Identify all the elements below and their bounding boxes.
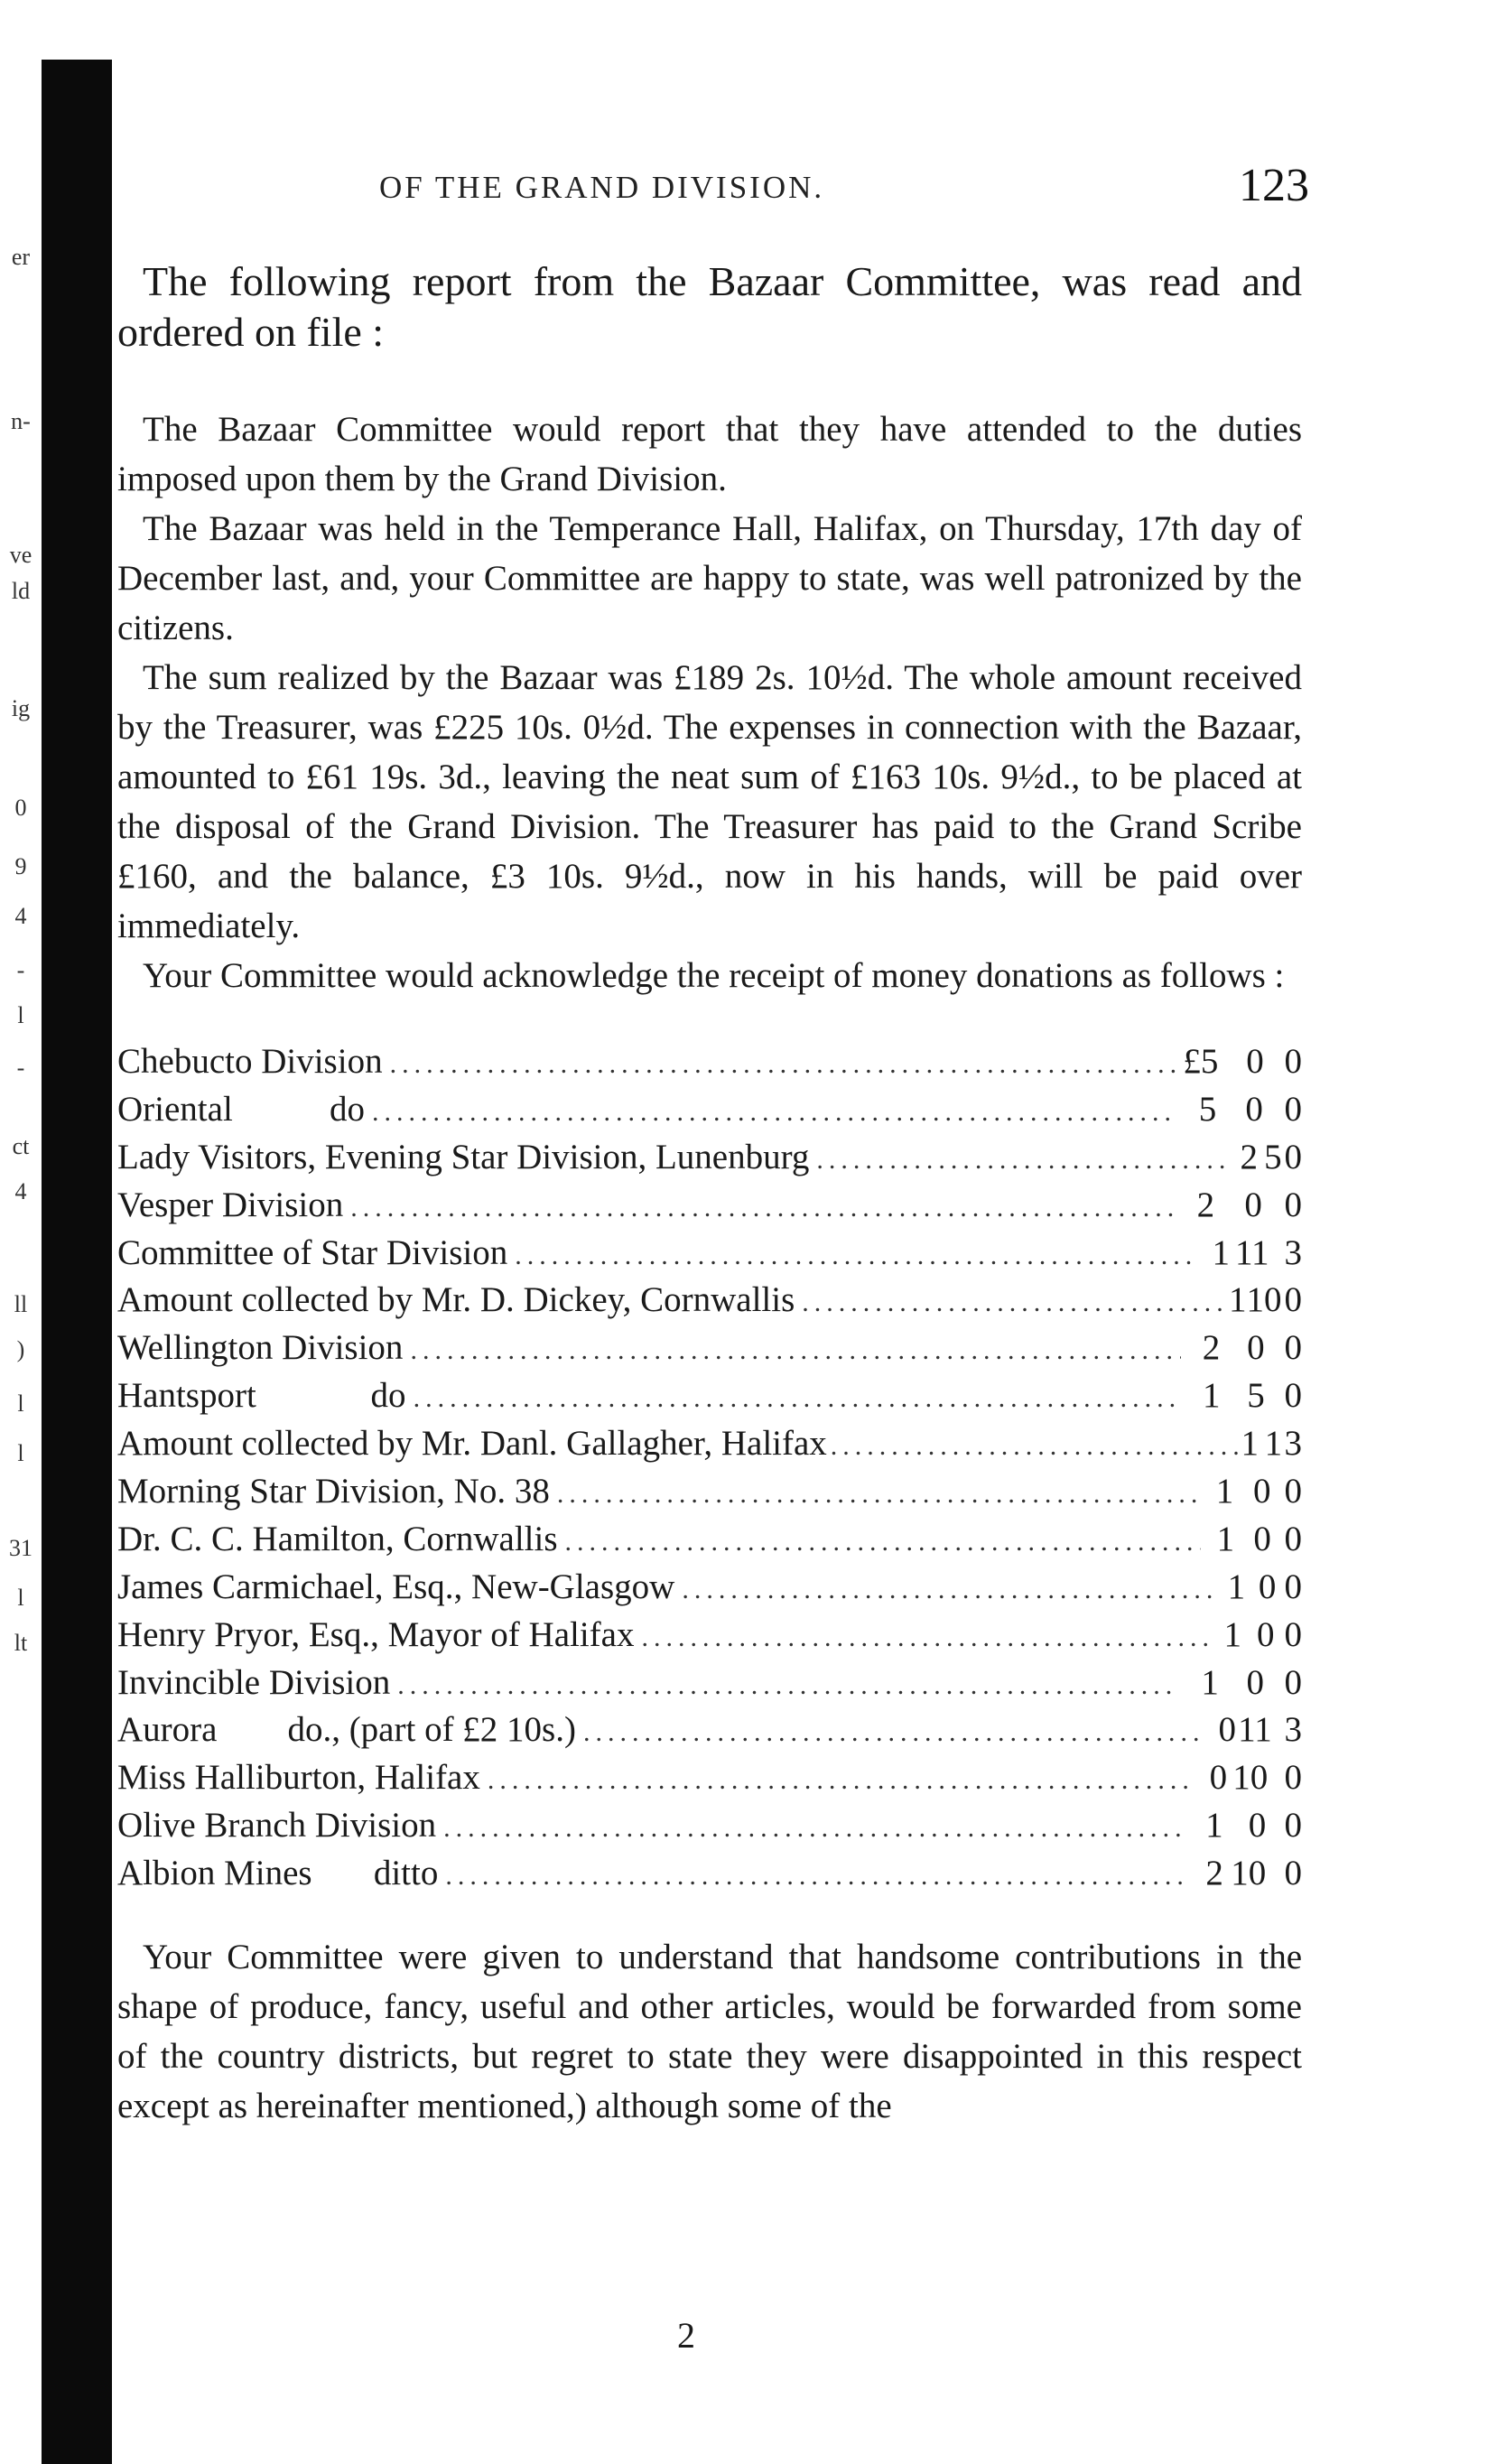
signature-mark: 2 [677,2315,695,2356]
amount-pence: 0 [1284,1280,1302,1320]
amount-pounds: 5 [1198,1089,1217,1129]
donor-name: Hantsport do [117,1376,406,1416]
gutter-fragment: - [16,1055,25,1081]
dot-leader [583,1709,1203,1757]
gutter-fragment: ig [11,695,31,721]
dot-leader [515,1232,1194,1280]
donor-name: Dr. C. C. Hamilton, Cornwallis [117,1519,558,1558]
gutter-fragment: 4 [14,1178,27,1204]
amount-pounds: 1 [1241,1424,1260,1464]
donor-name: Albion Mines ditto [117,1854,439,1893]
gutter-fragment: l [17,1585,24,1611]
amount-pence: 0 [1284,1567,1302,1606]
amount-pounds: 1 [1216,1519,1235,1558]
amount-pence: 3 [1284,1232,1302,1272]
amount-shillings: 11 [1238,1710,1272,1750]
gutter-fragment: 31 [9,1535,33,1561]
amount-pounds: 1 [1228,1280,1247,1320]
dot-leader [641,1614,1210,1662]
gutter-fragment: ) [16,1336,25,1362]
donation-row [117,1516,1302,1564]
binding-gutter [0,0,107,2464]
gutter-fragment: ld [11,578,31,604]
amount-shillings: 0 [1247,1328,1265,1368]
donation-row [117,1754,1302,1802]
report-paragraph: The Bazaar was held in the Temperance Hall, Halifax, on Thursday, 17th day of December last, and, your Committee are happy to state, was well patronized by the citizens. [117,509,1302,647]
donor-name: Chebucto Division [117,1042,383,1081]
amount-pounds: 0 [1218,1710,1236,1750]
donation-row [117,1372,1302,1420]
donor-name: Amount collected by Mr. D. Dickey, Cornwallis [117,1280,795,1320]
donation-row [117,1802,1302,1850]
page-body [117,256,1302,2131]
donation-row [117,1706,1302,1754]
amount-pence: 0 [1284,1376,1302,1416]
donation-row [117,1230,1302,1278]
donation-row [117,1612,1302,1660]
amount-pence: 0 [1284,1758,1302,1798]
amount-pounds: 1 [1203,1376,1221,1416]
report-paragraph: The Bazaar Committee would report that they have attended to the duties imposed upon them by the Grand Division. [117,410,1302,498]
amount-pence: 0 [1284,1519,1302,1558]
amount-pence: 0 [1284,1854,1302,1893]
amount-pounds: 2 [1202,1328,1221,1368]
donation-row [117,1564,1302,1612]
amount-pence: 0 [1284,1662,1302,1702]
dot-leader [682,1567,1215,1614]
donation-row [117,1182,1302,1230]
donation-row [117,1277,1302,1325]
gutter-fragment: l [17,1002,24,1028]
donation-row [117,1850,1302,1898]
amount-pounds: 1 [1205,1806,1223,1846]
page-number: 123 [1239,160,1309,211]
donations-list [117,1038,1302,1898]
amount-shillings: 0 [1246,1662,1265,1702]
donor-name: James Carmichael, Esq., New-Glasgow [117,1567,675,1606]
amount-shillings: 0 [1256,1614,1275,1654]
amount-shillings: 0 [1253,1472,1271,1511]
dot-leader [390,1041,1176,1089]
amount-pence: 3 [1284,1710,1303,1750]
amount-pounds: 1 [1201,1662,1219,1702]
donation-row [117,1325,1302,1372]
amount-shillings: 0 [1253,1519,1271,1558]
amount-pence: 0 [1284,1089,1302,1129]
gutter-fragment: n- [11,408,31,434]
gutter-fragment: 4 [14,903,27,929]
intro-paragraph: The following report from the Bazaar Committee, was read and ordered on file : [117,258,1302,355]
gutter-fragment: l [17,1390,24,1417]
amount-shillings: 0 [1258,1567,1277,1606]
donor-name: Wellington Division [117,1328,404,1368]
amount-pence: 0 [1284,1614,1302,1654]
donor-name: Lady Visitors, Evening Star Division, Lunenburg [117,1137,810,1176]
amount-pence: 0 [1284,1328,1302,1368]
amount-pounds: 0 [1209,1758,1228,1798]
running-head: OF THE GRAND DIVISION. [379,170,825,205]
gutter-fragment: l [17,1440,24,1466]
donation-row [117,1134,1302,1182]
dot-leader [816,1137,1232,1185]
amount-pounds: 2 [1205,1854,1223,1893]
dot-leader [372,1089,1176,1137]
amount-shillings: 1 [1264,1424,1283,1464]
gutter-fragment: ll [14,1291,28,1317]
amount-shillings: 10 [1246,1280,1282,1320]
amount-shillings: 0 [1245,1089,1263,1129]
dot-leader [414,1375,1181,1423]
amount-shillings: 0 [1244,1185,1262,1224]
donor-name: Olive Branch Division [117,1806,437,1846]
amount-pence: 0 [1284,1806,1302,1846]
donor-name: Oriental do [117,1089,366,1129]
dot-leader [410,1327,1180,1375]
amount-pounds: 2 [1240,1137,1258,1176]
binding-shadow [42,60,112,2464]
amount-shillings: 5 [1247,1376,1265,1416]
amount-shillings: 0 [1248,1806,1267,1846]
dot-leader [445,1853,1185,1901]
donor-name: Morning Star Division, No. 38 [117,1472,550,1511]
donation-row [117,1038,1302,1086]
amount-pence: 0 [1284,1472,1302,1511]
gutter-fragment: er [11,244,31,270]
report-paragraph: Your Committee would acknowledge the receipt of money donations as follows : [143,956,1285,995]
donation-row [117,1420,1302,1468]
amount-pounds: 1 [1223,1614,1241,1654]
closing-paragraph: Your Committee were given to understand that handsome contributions in the shape of produce, fancy, useful and other articles, would be forwarded from some of the country districts, but regret to state they were disappointed in this respect except as hereinafter mentioned,) although some of the [117,1938,1302,2126]
amount-pounds: 1 [1215,1472,1234,1511]
amount-pounds: 1 [1227,1567,1246,1606]
report-paragraph: The sum realized by the Bazaar was £189 2s. 10½d. The whole amount received by the Treasurer, was £225 10s. 0½d. The expenses in connection with the Bazaar, amounted to £61 19s. 3d., leaving the neat sum of £163 10s. 9½d., to be placed at the disposal of the Grand Division. The Treasurer has paid to the Grand Scribe £160, and the balance, £3 10s. 9½d., now in his hands, will be paid over immediately. [117,658,1302,945]
amount-shillings: 11 [1234,1232,1269,1272]
amount-pounds: £5 [1183,1042,1219,1081]
donation-row [117,1660,1302,1707]
dot-leader [443,1805,1185,1853]
amount-pence: 3 [1284,1424,1303,1464]
donor-name: Aurora do., (part of £2 10s.) [117,1710,576,1750]
dot-leader [488,1757,1191,1805]
amount-shillings: 5 [1264,1137,1282,1176]
donor-name: Vesper Division [117,1185,344,1224]
donation-row [117,1086,1302,1134]
dot-leader [557,1471,1200,1519]
amount-shillings: 10 [1231,1854,1267,1893]
donation-row [117,1468,1302,1516]
amount-pence: 0 [1284,1137,1303,1176]
amount-pounds: 2 [1196,1185,1215,1224]
donor-name: Amount collected by Mr. Danl. Gallagher, Halifax [117,1424,827,1464]
dot-leader [831,1423,1238,1471]
donor-name: Invincible Division [117,1662,391,1702]
dot-leader [802,1279,1222,1327]
amount-pence: 0 [1284,1185,1302,1224]
dot-leader [565,1519,1201,1567]
amount-pence: 0 [1284,1042,1302,1081]
dot-leader [350,1185,1173,1232]
donor-name: Henry Pryor, Esq., Mayor of Halifax [117,1614,635,1654]
amount-shillings: 10 [1232,1758,1269,1798]
donor-name: Miss Halliburton, Halifax [117,1758,480,1798]
gutter-fragment: ve [9,542,33,568]
dot-leader [397,1662,1179,1710]
donor-name: Committee of Star Division [117,1232,508,1272]
amount-pounds: 1 [1212,1232,1230,1272]
gutter-fragment: - [16,957,25,983]
gutter-fragment: ct [12,1133,30,1159]
gutter-fragment: lt [14,1630,28,1656]
amount-shillings: 0 [1246,1042,1264,1081]
gutter-fragment: 9 [14,853,27,879]
gutter-fragment: 0 [14,795,27,821]
